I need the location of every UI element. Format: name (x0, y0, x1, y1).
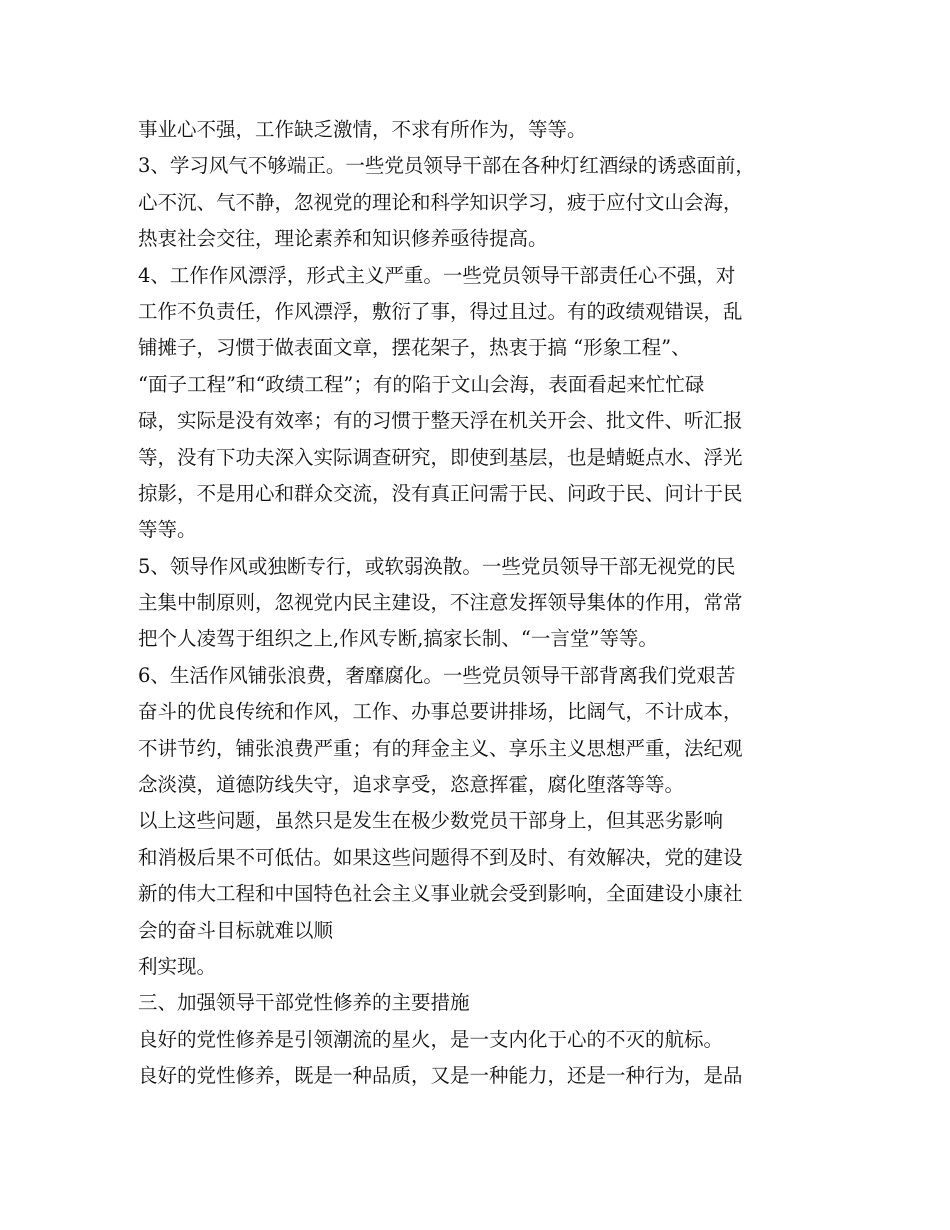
text-line: 新的伟大工程和中国特色社会主义事业就会受到影响，全面建设小康社 (138, 882, 743, 906)
text-line: 5、领导作风或独断专行，或软弱涣散。一些党员领导干部无视党的民 (138, 554, 736, 578)
text-line: 事业心不强，工作缺乏激情，不求有所作为，等等。 (138, 118, 587, 141)
text-line: 碌，实际是没有效率；有的习惯于整天浮在机关开会、批文件、听汇报 (138, 409, 743, 433)
text-line: 和消极后果不可低估。如果这些问题得不到及时、有效解决，党的建设 (138, 845, 743, 869)
text-line: 把个人凌驾于组织之上,作风专断,搞家长制、“一言堂”等等。 (138, 627, 658, 651)
text-line: 利实现。 (138, 954, 217, 978)
text-line: 铺摊子，习惯于做表面文章，摆花架子，热衷于搞 “形象工程”、 (138, 336, 691, 360)
text-line: 心不沉、气不静，忽视党的理论和科学知识学习，疲于应付文山会海， (138, 190, 743, 214)
text-line: 良好的党性修养，既是一种品质，又是一种能力，还是一种行为，是品 (138, 1064, 743, 1088)
text-line: 3、学习风气不够端正。一些党员领导干部在各种灯红酒绿的诱惑面前， (138, 154, 755, 178)
text-line: 不讲节约，铺张浪费严重；有的拜金主义、享乐主义思想严重，法纪观 (138, 736, 743, 760)
text-line: 等，没有下功夫深入实际调查研究，即使到基层，也是蜻蜓点水、浮光 (138, 445, 743, 469)
text-line: 热衷社会交往，理论素养和知识修养亟待提高。 (138, 227, 548, 251)
text-line: 奋斗的优良传统和作风，工作、办事总要讲排场，比阔气，不计成本， (138, 700, 743, 724)
text-line: 掠影，不是用心和群众交流，没有真正问需于民、问政于民、问计于民 (138, 481, 743, 505)
body-text (138, 112, 838, 1095)
text-line: 工作不负责任，作风漂浮，敷衍了事，得过且过。有的政绩观错误，乱 (138, 299, 743, 323)
text-line: 以上这些问题，虽然只是发生在极少数党员干部身上，但其恶劣影响 (138, 809, 724, 833)
text-line: 会的奋斗目标就难以顺 (138, 918, 334, 942)
text-line: “面子工程”和“政绩工程”；有的陷于文山会海，表面看起来忙忙碌 (138, 372, 705, 396)
text-line: 6、生活作风铺张浪费，奢靡腐化。一些党员领导干部背离我们党艰苦 (138, 663, 736, 687)
text-line: 4、工作作风漂浮，形式主义严重。一些党员领导干部责任心不强，对 (138, 263, 736, 287)
text-line: 良好的党性修养是引领潮流的星火，是一支内化于心的不灭的航标。 (138, 1027, 724, 1051)
section-heading: 三、加强领导干部党性修养的主要措施 (138, 991, 470, 1015)
text-line: 念淡漠，道德防线失守，追求享受，恣意挥霍，腐化堕落等等。 (138, 773, 685, 797)
text-line: 主集中制原则，忽视党内民主建设，不注意发挥领导集体的作用，常常 (138, 591, 743, 615)
text-line: 等等。 (138, 518, 197, 542)
